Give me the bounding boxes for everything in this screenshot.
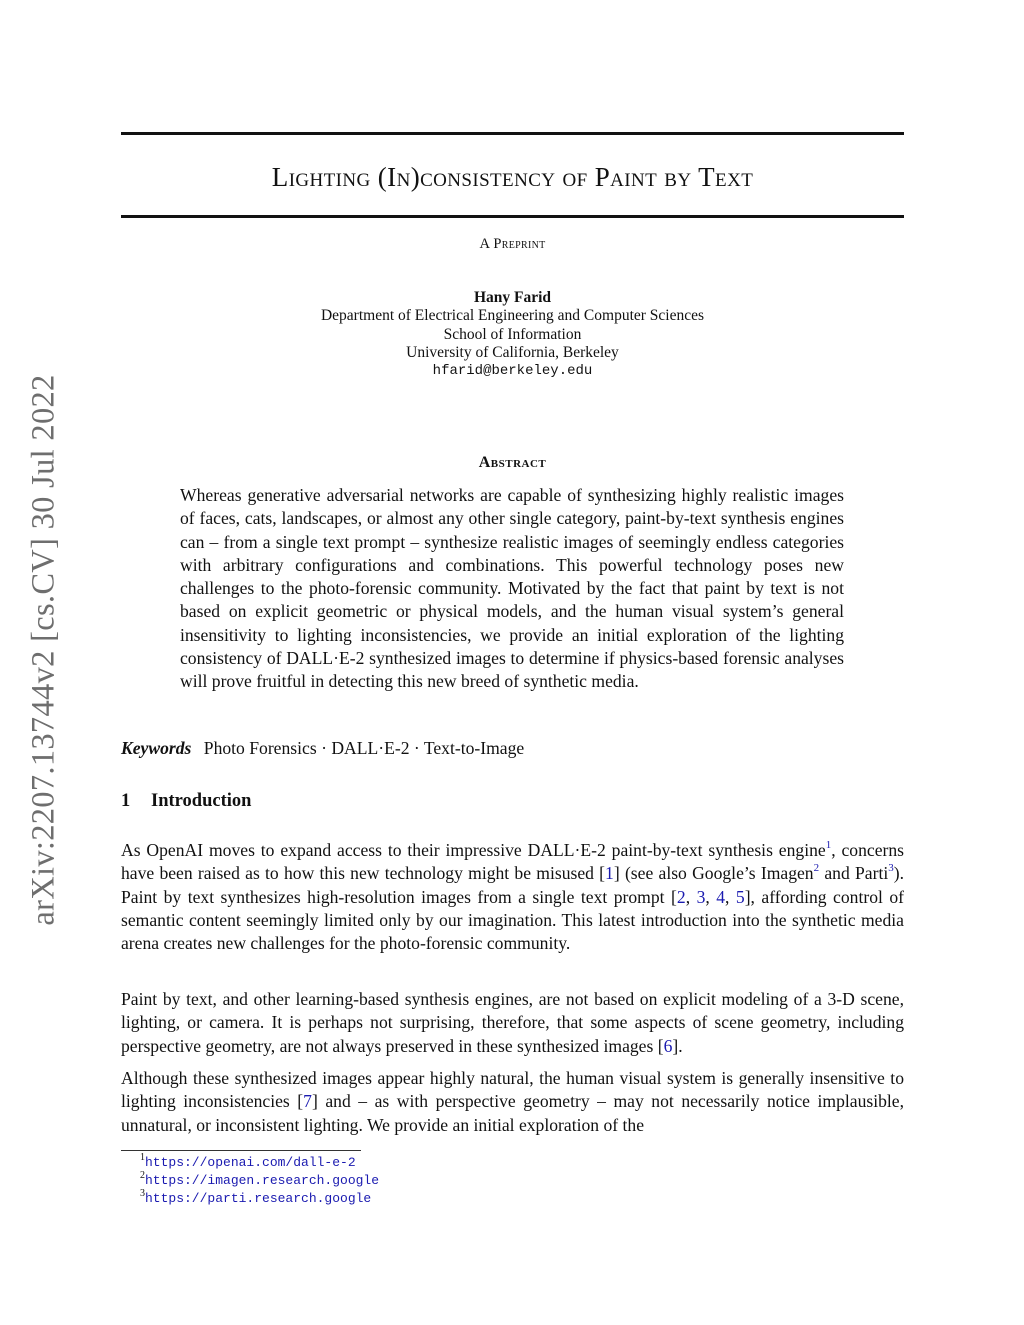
paragraph-text: , concerns have been raised as to how this new technology might be misused [ xyxy=(121,840,905,884)
footnote-ref-1[interactable]: 1 xyxy=(825,839,832,852)
footnote-ref-3[interactable]: 3 xyxy=(888,862,894,875)
paragraph-text: Although these synthesized images appear highly natural, the human visual system is generally insensitive to lighting inconsistencies [ xyxy=(121,1068,904,1112)
author-affiliation-department: Department of Electrical Engineering and Computer Sciences xyxy=(320,307,705,325)
intro-paragraph-2 xyxy=(121,988,904,1058)
citation-link-6[interactable]: 6 xyxy=(663,1035,673,1056)
keywords-label: Keywords xyxy=(121,738,192,758)
footnote-link-3[interactable]: https://parti.research.google xyxy=(145,1191,372,1206)
author-affiliation-school: School of Information xyxy=(443,325,582,343)
author-name: Hany Farid xyxy=(473,289,552,306)
citation-link-4[interactable]: 4 xyxy=(716,886,726,907)
paragraph-text: and Parti xyxy=(819,863,889,884)
footnote-ref-2[interactable]: 2 xyxy=(813,862,820,875)
preprint-label: A Preprint xyxy=(479,236,546,252)
footnote-2 xyxy=(140,1169,380,1190)
title-top-rule xyxy=(121,132,904,135)
paragraph-text: ). Paint by text synthesizes high-resolution images from a single text prompt [ xyxy=(121,863,904,907)
author-affiliation-university: University of California, Berkeley xyxy=(406,343,619,361)
abstract-heading: Abstract xyxy=(478,454,547,471)
intro-paragraph-3 xyxy=(121,1067,904,1137)
footnotes xyxy=(140,1151,380,1208)
arxiv-identifier: arXiv:2207.13744v2 [cs.CV] 30 Jul 2022 xyxy=(25,374,62,926)
footnote-rule xyxy=(121,1150,361,1151)
footnote-mark: 1 xyxy=(140,1151,145,1163)
section-number: 1 xyxy=(121,791,131,811)
citation-link-5[interactable]: 5 xyxy=(735,886,745,907)
abstract-text: Whereas generative adversarial networks are capable of synthesizing highly realistic images of faces, cats, landscapes, or almost any other single category, paint-by-text synthesis engines can – from a single text prompt – synthesize realistic images of seemingly endless categories with arbitrary configurations and combinations. This powerful technology poses new challenges to the photo-forensic community. Motivated by the fact that paint by text is not based on explicit geometric or physical models, and the human visual system’s general insensitivity to lighting inconsistencies, we provide an initial exploration of the lighting consistency of DALL·E-2 synthesized images to determine if physics-based forensic analyses will prove fruitful in detecting this new breed of synthetic media. xyxy=(180,485,844,692)
author-email[interactable]: hfarid@berkeley.edu xyxy=(432,363,593,380)
footnote-3 xyxy=(140,1187,379,1208)
paragraph-text: As OpenAI moves to expand access to their impressive DALL·E-2 paint-by-text synthesis engine xyxy=(121,840,826,860)
footnote-link-1[interactable]: https://openai.com/dall-e-2 xyxy=(145,1155,356,1170)
keywords-line xyxy=(121,738,524,759)
paragraph-text: ] and – as with perspective geometry – may not necessarily notice implausible, unnatural, or inconsistent lighting. We provide an initial exploration of the xyxy=(121,1091,904,1135)
intro-paragraph-1: As OpenAI moves to expand access to their impressive DALL·E-2 paint-by-text synthesis engine$^1$, concerns have been raised as to how this new technology might be misused [1] (see also Google’s Imagen$^2$ and Parti$^3$). Paint by text synthesizes high-resolution images from a single text prompt [2, 3, 4, 5], affording control of semantic content seemingly limited only by our imagination. This latest introduction into the synthetic media arena creates new challenges for the photo-forensic community. xyxy=(121,839,905,954)
keywords-text: Photo Forensics · DALL·E-2 · Text-to-Image xyxy=(203,738,525,758)
citation-link-1[interactable]: 1 xyxy=(605,863,614,884)
footnote-mark: 3 xyxy=(140,1187,145,1199)
title-bottom-rule xyxy=(121,215,904,218)
section-title: Introduction xyxy=(151,791,252,811)
citation-link-7[interactable]: 7 xyxy=(303,1091,312,1112)
paragraph-text: ], affording control of semantic content seemingly limited only by our imagination. This latest introduction into the synthetic media arena creates new challenges for the photo-forensic community. xyxy=(121,886,905,954)
paper-title: Lighting (In)consistency of Paint by Text xyxy=(271,162,754,192)
section-heading-introduction xyxy=(121,791,251,812)
paragraph-text: ] (see also Google’s Imagen xyxy=(613,863,814,884)
paragraph-text: ]. xyxy=(672,1035,683,1056)
footnote-link-2[interactable]: https://imagen.research.google xyxy=(145,1173,380,1188)
citation-link-3[interactable]: 3 xyxy=(696,886,706,907)
footnote-1 xyxy=(140,1151,379,1172)
citation-link-2[interactable]: 2 xyxy=(676,886,686,907)
author-block xyxy=(121,289,904,380)
paragraph-text: Paint by text, and other learning-based synthesis engines, are not based on explicit modeling of a 3-D scene, lighting, or camera. It is perhaps not surprising, therefore, that some aspects of scene geometry, including perspective geometry, are not always preserved in these synthesized images [ xyxy=(121,989,904,1056)
footnote-mark: 2 xyxy=(140,1169,145,1181)
